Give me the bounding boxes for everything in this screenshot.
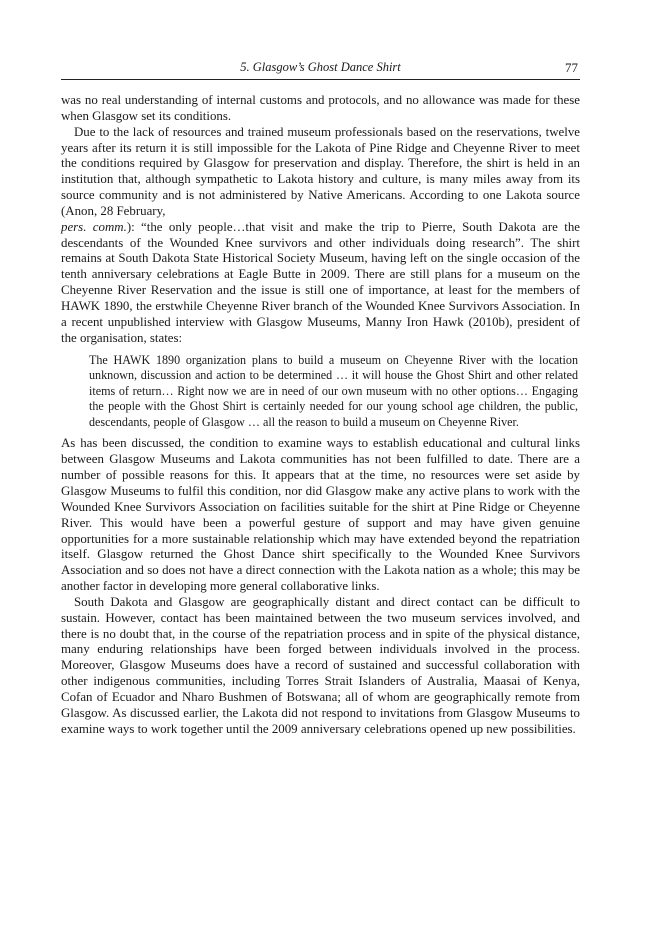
running-head	[61, 59, 580, 80]
paragraph-continued: was no real understanding of internal customs and protocols, and no allowance was made for these when Glasgow set its conditions.	[61, 93, 580, 123]
body-text	[61, 93, 580, 738]
paragraph	[61, 125, 580, 347]
paragraph-text: ): “the only people…that visit and make the trip to Pierre, South Dakota are the descendants of the Wounded Knee survivors and other individuals doing research”. The shirt remains at South Dakota State Historical Society Museum, having left on the single occasion of the tenth anniversary celebrations at Eagle Butte in 2009. There are still plans for a museum on the Cheyenne River Reservation and the issue is still one of importance, at least for the members of HAWK 1890, the erstwhile Cheyenne River branch of the Wounded Knee Survivors Association. In a recent unpublished interview with Glasgow Museums, Manny Iron Hawk (2010b), president of the organisation, states:	[61, 219, 581, 345]
paragraph-text: Due to the lack of resources and trained museum professionals based on the reservations, twelve years after its return it is still impossible for the Lakota of Pine Ridge and Cheyenne River to meet the conditions required by Glasgow for preservation and display. Therefore, the shirt is held in an institution that, although sympathetic to Lakota history and culture, is many miles away from its source community and is not administered by Native Americans. According to one Lakota source (Anon, 28 February,	[61, 124, 580, 218]
page-number: 77	[565, 60, 578, 75]
block-quote: The HAWK 1890 organization plans to build a museum on Cheyenne River with the location unknown, discussion and action to be determined … it will house the Ghost Shirt and other related items of return… Right now we are in need of our own museum with no other options… Engaging the people with the Ghost Shirt is certainly needed for our young school age children, the public, descendants, people of Glasgow … all the reason to build a museum on Cheyenne River.	[89, 352, 578, 429]
paragraph: South Dakota and Glasgow are geographically distant and direct contact can be difficult to sustain. However, contact has been maintained between the two museum services involved, and there is no doubt that, in the course of the repatriation process and in spite of the physical distance, many enduring relationships have been forged between individuals involved in the process. Moreover, Glasgow Museums does have a record of sustained and successful collaboration with other indigenous communities, including Torres Strait Islanders of Australia, Maasai of Kenya, Cofan of Ecuador and Nharo Bushmen of Botswana; all of whom are geographically remote from Glasgow. As discussed earlier, the Lakota did not respond to invitations from Glasgow Museums to examine ways to work together until the 2009 anniversary celebrations opened up new possibilities.	[61, 594, 580, 736]
paragraph: As has been discussed, the condition to examine ways to establish educational and cultural links between Glasgow Museums and Lakota communities has not been fulfilled to date. There are a number of possible reasons for this. It appears that at the time, no resources were set aside by Glasgow Museums to fulfil this condition, nor did Glasgow make any active plans to work with the Wounded Knee Survivors Association on facilities suitable for the shirt at Pine Ridge or Cheyenne River. This would have been a powerful gesture of support and may have given genuine opportunities for a more sustainable relationship which may have extended beyond the repatriation itself. Glasgow returned the Ghost Dance shirt specifically to the Wounded Knee Survivors Association and so does not have a direct connection with the Lakota nation as a whole; this may be another factor in developing more general collaborative links.	[61, 436, 580, 594]
chapter-title: 5. Glasgow’s Ghost Dance Shirt	[240, 60, 401, 74]
citation-italic: pers. comm.	[61, 219, 127, 234]
